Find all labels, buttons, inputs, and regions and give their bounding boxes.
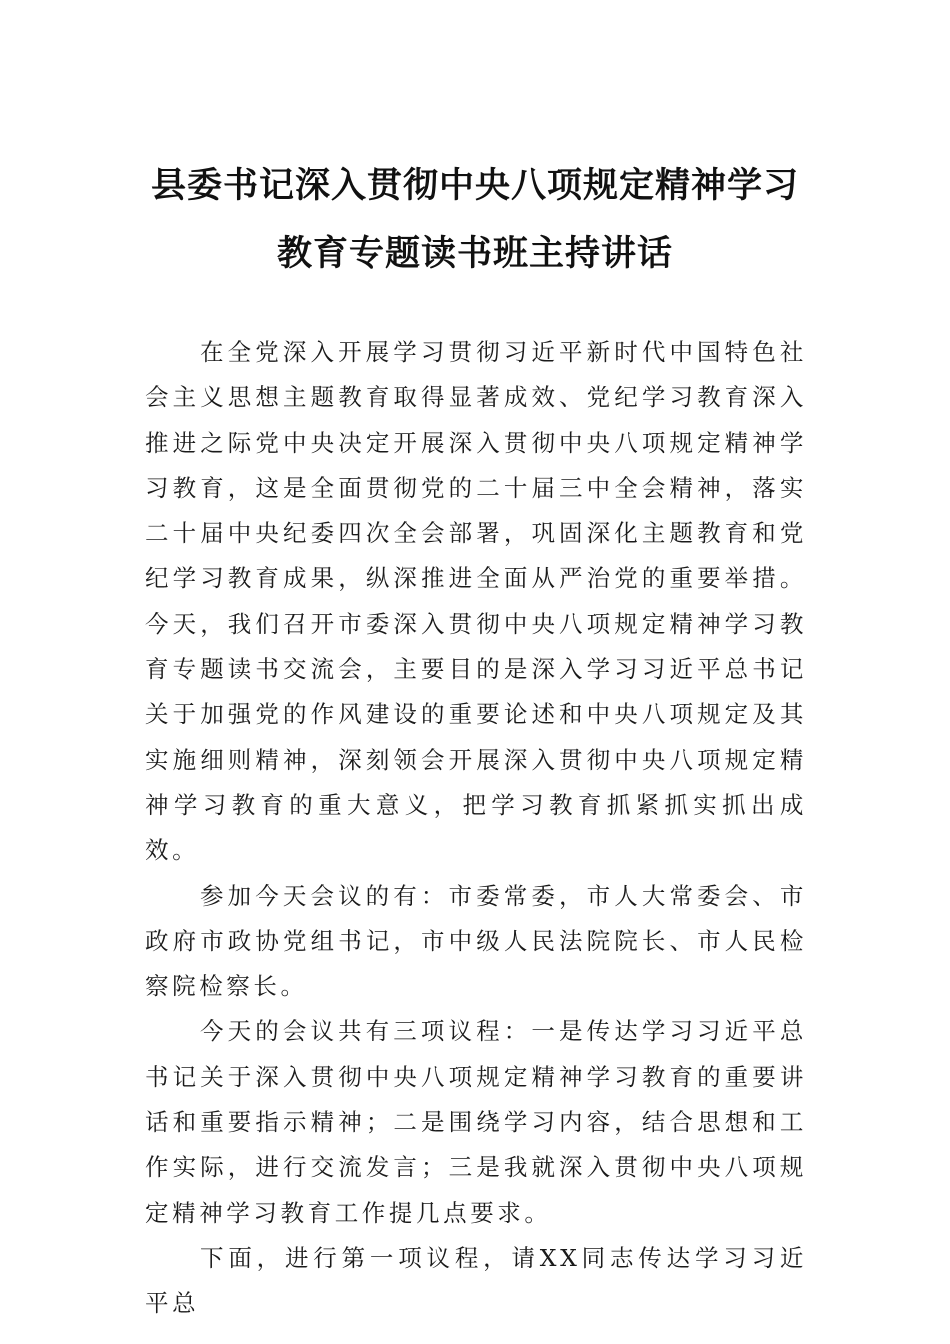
paragraph-attendees: 参加今天会议的有：市委常委，市人大常委会、市政府市政协党组书记，市中级人民法院院长、市人民检察院检察长。 (145, 881, 807, 1001)
paragraph-first-item: 下面，进行第一项议程，请XX同志传达学习习近平总 (145, 1243, 807, 1318)
paragraph-agenda: 今天的会议共有三项议程：一是传达学习习近平总书记关于深入贯彻中央八项规定精神学习教育的重要讲话和重要指示精神；二是围绕学习内容，结合思想和工作实际，进行交流发言；三是我就深入贯彻中央八项规定精神学习教育工作提几点要求。 (145, 1017, 807, 1227)
document-title-line-2: 教育专题读书班主持讲话 (276, 234, 673, 274)
document-title-line-1: 县委书记深入贯彻中央八项规定精神学习 (150, 166, 799, 206)
document-body (145, 330, 807, 1327)
paragraph-intro: 在全党深入开展学习贯彻习近平新时代中国特色社会主义思想主题教育取得显著成效、党纪学习教育深入推进之际党中央决定开展深入贯彻中央八项规定精神学习教育，这是全面贯彻党的二十届三中全会精神，落实二十届中央纪委四次全会部署，巩固深化主题教育和党纪学习教育成果，纵深推进全面从严治党的重要举措。今天，我们召开市委深入贯彻中央八项规定精神学习教育专题读书交流会，主要目的是深入学习习近平总书记关于加强党的作风建设的重要论述和中央八项规定及其实施细则精神，深刻领会开展深入贯彻中央八项规定精神学习教育的重大意义，把学习教育抓紧抓实抓出成效。 (145, 338, 807, 865)
